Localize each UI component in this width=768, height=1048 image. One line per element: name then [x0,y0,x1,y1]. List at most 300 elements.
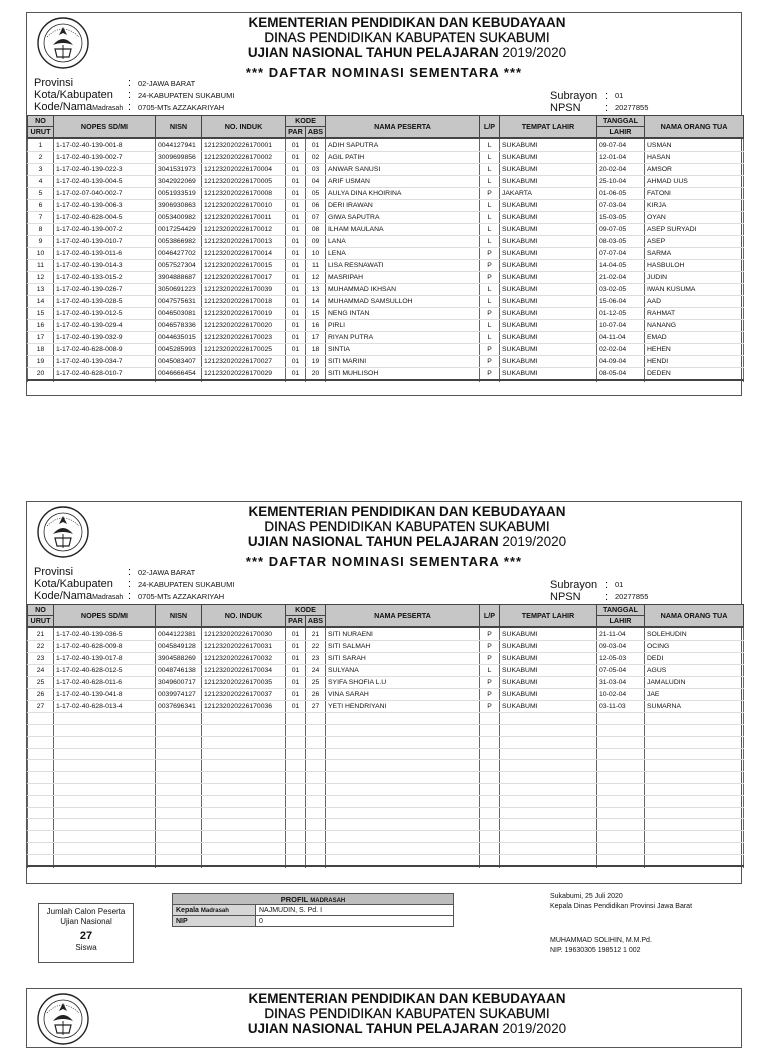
cell-abs: 19 [306,356,326,368]
cell-lp: P [480,677,500,689]
cell-lp: P [480,272,500,284]
cell-nama: MUHAMMAD IKHSAN [326,284,480,296]
exam-title: UJIAN NASIONAL TAHUN PELAJARAN 2019/2020 [247,1021,567,1036]
col-lahir: LAHIR [597,127,645,139]
cell-no: 27 [28,701,54,713]
cell-lp: P [480,641,500,653]
col-nama: NAMA PESERTA [326,116,480,139]
cell-nisn: 0039974127 [156,689,202,701]
cell-tempat: SUKABUMI [500,356,597,368]
cell-nisn [156,772,202,784]
col-tempat: TEMPAT LAHIR [500,116,597,139]
cell-no [28,807,54,819]
participant-count: 27 [79,930,93,942]
col-ortu: NAMA ORANG TUA [645,116,744,139]
cell-abs: 06 [306,200,326,212]
cell-nopes: 1-17-02-40-139-028-5 [54,296,156,308]
cell-par: 01 [286,332,306,344]
cell-ortu [645,819,744,831]
cell-par: 01 [286,641,306,653]
nip-label: NIP [173,916,256,927]
kode-label: Kode/NamaMadrasah [34,101,124,113]
table-row [28,831,744,843]
table-row [28,284,744,296]
cell-nama [326,807,480,819]
cell-ortu [645,713,744,725]
cell-nopes [54,831,156,843]
cell-ortu: OCING [645,641,744,653]
col-lahir: LAHIR [597,616,645,628]
cell-abs: 08 [306,224,326,236]
cell-induk [202,736,286,748]
cell-abs: 05 [306,188,326,200]
cell-nama [326,760,480,772]
cell-lp [480,807,500,819]
cell-ortu: SOLEHUDIN [645,629,744,641]
cell-ortu: IWAN KUSUMA [645,284,744,296]
cell-induk: 121232020226170023 [202,332,286,344]
cell-ortu: SUMARNA [645,701,744,713]
cell-par [286,784,306,796]
cell-abs [306,772,326,784]
cell-ortu: JAE [645,689,744,701]
table-row [28,665,744,677]
cell-ortu: HENDI [645,356,744,368]
cell-par [286,843,306,855]
cell-nama: AULYA DINA KHOIRINA [326,188,480,200]
cell-nisn [156,831,202,843]
participant-table [27,115,744,382]
cell-induk [202,807,286,819]
cell-no: 10 [28,248,54,260]
cell-no [28,831,54,843]
cell-tempat: SUKABUMI [500,308,597,320]
cell-nisn: 0051933519 [156,188,202,200]
cell-lp [480,760,500,772]
cell-tempat: SUKABUMI [500,689,597,701]
cell-nama [326,843,480,855]
col-lp: L/P [480,116,500,139]
cell-tanggal: 14-04-05 [597,260,645,272]
table-row [28,807,744,819]
cell-induk: 121232020226170025 [202,344,286,356]
cell-ortu [645,772,744,784]
cell-lp: L [480,200,500,212]
cell-nisn: 0046666454 [156,368,202,381]
provinsi-label: Provinsi [34,566,74,578]
document-header [27,502,741,554]
cell-nopes: 1-17-02-40-139-041-8 [54,689,156,701]
cell-nopes: 1-17-02-40-133-015-2 [54,272,156,284]
cell-nopes [54,795,156,807]
cell-nisn [156,725,202,737]
cell-par: 01 [286,689,306,701]
cell-induk: 121232020226170019 [202,308,286,320]
cell-induk [202,760,286,772]
cell-nopes: 1-17-02-07-040-002-7 [54,188,156,200]
table-row [28,772,744,784]
cell-tanggal: 07-05-04 [597,665,645,677]
cell-tanggal [597,807,645,819]
cell-par: 01 [286,152,306,164]
cell-nopes [54,736,156,748]
cell-nama: VINA SARAH [326,689,480,701]
cell-tanggal: 07-03-04 [597,200,645,212]
ministry-title: KEMENTERIAN PENDIDIKAN DAN KEBUDAYAAN [248,504,566,519]
subrayon-label: Subrayon [550,579,598,591]
cell-lp [480,784,500,796]
cell-no: 22 [28,641,54,653]
cell-no: 17 [28,332,54,344]
cell-ortu: FATONI [645,188,744,200]
profile-heading: PROFIL MADRASAH [173,894,454,905]
cell-nama: RIYAN PUTRA [326,332,480,344]
cell-tanggal: 20-02-04 [597,164,645,176]
cell-no: 25 [28,677,54,689]
table-row [28,725,744,737]
cell-par [286,725,306,737]
cell-no: 5 [28,188,54,200]
cell-no: 16 [28,320,54,332]
cell-tempat: SUKABUMI [500,332,597,344]
cell-no: 20 [28,368,54,381]
cell-par: 01 [286,260,306,272]
cell-tanggal: 15-03-05 [597,212,645,224]
ministry-title: KEMENTERIAN PENDIDIKAN DAN KEBUDAYAAN [248,991,566,1006]
cell-abs: 03 [306,164,326,176]
cell-abs: 22 [306,641,326,653]
cell-par [286,795,306,807]
cell-nopes: 1-17-02-40-139-029-4 [54,320,156,332]
cell-lp [480,843,500,855]
cell-ortu [645,760,744,772]
cell-ortu [645,725,744,737]
count-label-1: Jumlah Calon Peserta [46,907,126,916]
cell-abs [306,760,326,772]
cell-induk: 121232020226170014 [202,248,286,260]
col-induk: NO. INDUK [202,605,286,628]
cell-nama: DERI IRAWAN [326,200,480,212]
cell-abs: 25 [306,677,326,689]
cell-no [28,713,54,725]
cell-ortu [645,843,744,855]
cell-induk: 121232020226170030 [202,629,286,641]
cell-par: 01 [286,308,306,320]
cell-tempat: SUKABUMI [500,212,597,224]
cell-nopes: 1-17-02-40-139-002-7 [54,152,156,164]
table-row [28,653,744,665]
cell-nisn: 0044635015 [156,332,202,344]
cell-nisn: 3050691223 [156,284,202,296]
table-row [28,784,744,796]
cell-tempat [500,784,597,796]
cell-nopes: 1-17-02-40-139-001-8 [54,140,156,152]
cell-nisn: 0045849128 [156,641,202,653]
cell-induk: 121232020226170035 [202,677,286,689]
cell-lp: L [480,332,500,344]
cell-induk: 121232020226170037 [202,689,286,701]
cell-induk: 121232020226170011 [202,212,286,224]
col-no: NO [28,605,54,616]
cell-induk: 121232020226170005 [202,176,286,188]
cell-lp: P [480,653,500,665]
cell-nama [326,784,480,796]
cell-ortu: AMSOR [645,164,744,176]
cell-nisn: 0048746138 [156,665,202,677]
cell-nama: PIRLI [326,320,480,332]
cell-nisn [156,748,202,760]
table-row [28,736,744,748]
provinsi-value: 02-JAWA BARAT [138,79,196,88]
cell-abs: 20 [306,368,326,381]
cell-nama [326,795,480,807]
subrayon-value: 01 [615,91,624,100]
cell-abs [306,736,326,748]
place-date: Sukabumi, 25 Juli 2020 [550,893,623,900]
cell-tanggal [597,725,645,737]
cell-abs: 12 [306,272,326,284]
cell-par: 01 [286,296,306,308]
cell-nisn: 3904588269 [156,653,202,665]
cell-abs [306,784,326,796]
col-ortu: NAMA ORANG TUA [645,605,744,628]
cell-nopes: 1-17-02-40-139-012-5 [54,308,156,320]
cell-nopes [54,713,156,725]
cell-nopes: 1-17-02-40-139-026-7 [54,284,156,296]
npsn-value: 20277855 [615,103,649,112]
cell-ortu: OYAN [645,212,744,224]
cell-abs: 18 [306,344,326,356]
cell-lp: P [480,368,500,381]
col-nopes: NOPES SD/MI [54,605,156,628]
cell-tanggal: 09-07-05 [597,224,645,236]
cell-par [286,713,306,725]
cell-lp: L [480,284,500,296]
participant-count-box [38,903,134,963]
cell-tempat: SUKABUMI [500,152,597,164]
cell-ortu [645,736,744,748]
cell-tempat: SUKABUMI [500,653,597,665]
cell-lp: P [480,248,500,260]
table-row [28,795,744,807]
cell-tempat: SUKABUMI [500,272,597,284]
cell-ortu: HASBULOH [645,260,744,272]
cell-tanggal: 01-12-05 [597,308,645,320]
table-row [28,212,744,224]
cell-nama: NENG INTAN [326,308,480,320]
cell-nama: SITI MARINI [326,356,480,368]
cell-nisn: 3049600717 [156,677,202,689]
cell-no [28,784,54,796]
cell-tempat: JAKARTA [500,188,597,200]
cell-par: 01 [286,248,306,260]
cell-nopes: 1-17-02-40-139-036-5 [54,629,156,641]
cell-nama: LANA [326,236,480,248]
cell-tempat: SUKABUMI [500,236,597,248]
cell-tanggal [597,795,645,807]
kepala-label: Kepala Madrasah [173,905,256,916]
cell-nama: GIWA SAPUTRA [326,212,480,224]
cell-nopes [54,760,156,772]
cell-no: 3 [28,164,54,176]
table-row [28,641,744,653]
cell-tanggal: 07-07-04 [597,248,645,260]
cell-no: 19 [28,356,54,368]
cell-tempat: SUKABUMI [500,368,597,381]
cell-nopes: 1-17-02-40-628-010-7 [54,368,156,381]
kode-value: 0705-MTs AZZAKARIYAH [138,103,225,112]
provinsi-label: Provinsi [34,77,74,89]
cell-tanggal [597,784,645,796]
cell-ortu [645,831,744,843]
cell-induk: 121232020226170010 [202,200,286,212]
cell-nisn [156,795,202,807]
table-row [28,236,744,248]
cell-nisn: 3009699856 [156,152,202,164]
cell-par [286,854,306,866]
col-nisn: NISN [156,116,202,139]
cell-nopes: 1-17-02-40-139-017-8 [54,653,156,665]
table-row [28,819,744,831]
cell-lp: L [480,140,500,152]
col-kode: KODE [286,605,326,616]
cell-ortu: KIRJA [645,200,744,212]
cell-nisn: 0046503081 [156,308,202,320]
cell-par: 01 [286,176,306,188]
cell-lp [480,772,500,784]
kode-value: 0705-MTs AZZAKARIYAH [138,592,225,601]
cell-abs: 11 [306,260,326,272]
cell-tanggal: 04-11-04 [597,332,645,344]
table-row [28,332,744,344]
cell-induk: 121232020226170004 [202,164,286,176]
cell-par: 01 [286,200,306,212]
official-title: Kepala Dinas Pendidikan Provinsi Jawa Barat [550,903,693,910]
cell-nisn [156,819,202,831]
cell-lp: P [480,308,500,320]
cell-nisn: 0037696341 [156,701,202,713]
col-abs: ABS [306,616,326,628]
cell-lp [480,795,500,807]
cell-tempat [500,725,597,737]
cell-induk: 121232020226170032 [202,653,286,665]
cell-ortu [645,795,744,807]
count-unit: Siswa [75,943,97,952]
cell-tanggal [597,760,645,772]
participant-table [27,604,744,868]
kota-value: 24-KABUPATEN SUKABUMI [138,580,235,589]
cell-nama: LENA [326,248,480,260]
cell-abs [306,854,326,866]
cell-induk: 121232020226170012 [202,224,286,236]
table-row [28,248,744,260]
cell-induk [202,772,286,784]
cell-tanggal: 21-11-04 [597,629,645,641]
npsn-label: NPSN [550,102,581,114]
cell-abs: 23 [306,653,326,665]
cell-nopes: 1-17-02-40-139-004-5 [54,176,156,188]
cell-lp [480,748,500,760]
cell-ortu: AHMAD UUS [645,176,744,188]
cell-tanggal: 10-07-04 [597,320,645,332]
cell-nama [326,748,480,760]
cell-ortu: AGUS [645,665,744,677]
cell-tempat [500,713,597,725]
cell-nopes [54,772,156,784]
document-header [27,13,741,65]
cell-abs: 27 [306,701,326,713]
cell-par: 01 [286,356,306,368]
cell-tanggal: 02-02-04 [597,344,645,356]
cell-tempat [500,831,597,843]
cell-tempat [500,795,597,807]
cell-nama: SITI MUHLISOH [326,368,480,381]
table-row [28,308,744,320]
cell-abs: 09 [306,236,326,248]
cell-nopes: 1-17-02-40-628-009-8 [54,641,156,653]
cell-tempat: SUKABUMI [500,224,597,236]
cell-nopes: 1-17-02-40-628-012-5 [54,665,156,677]
cell-induk: 121232020226170031 [202,641,286,653]
cell-induk: 121232020226170020 [202,320,286,332]
cell-ortu [645,748,744,760]
cell-ortu: USMAN [645,140,744,152]
cell-nama: SITI SALMAH [326,641,480,653]
cell-par [286,807,306,819]
cell-tanggal [597,772,645,784]
kota-value: 24-KABUPATEN SUKABUMI [138,91,235,100]
col-tempat: TEMPAT LAHIR [500,605,597,628]
kota-label: Kota/Kabupaten [34,89,113,101]
cell-nisn: 0046427702 [156,248,202,260]
cell-lp: P [480,701,500,713]
cell-no: 1 [28,140,54,152]
nomination-page-3 [26,988,742,1048]
cell-nisn [156,713,202,725]
cell-tanggal: 08-03-05 [597,236,645,248]
exam-title: UJIAN NASIONAL TAHUN PELAJARAN 2019/2020 [247,534,567,549]
cell-lp: P [480,689,500,701]
col-tanggal: TANGGAL [597,116,645,127]
nip-value: 0 [256,916,454,927]
cell-nama [326,772,480,784]
official-nip: NIP. 19630305 198512 1 002 [550,947,641,954]
cell-nisn: 0047575631 [156,296,202,308]
cell-abs: 17 [306,332,326,344]
cell-nisn: 3041531973 [156,164,202,176]
cell-tanggal [597,854,645,866]
table-row [28,356,744,368]
cell-ortu: ASEP SURYADI [645,224,744,236]
cell-no: 24 [28,665,54,677]
cell-lp [480,819,500,831]
cell-lp: L [480,212,500,224]
cell-nopes [54,854,156,866]
cell-abs: 02 [306,152,326,164]
cell-no: 18 [28,344,54,356]
col-nisn: NISN [156,605,202,628]
col-nopes: NOPES SD/MI [54,116,156,139]
cell-par [286,831,306,843]
cell-nopes [54,784,156,796]
cell-abs: 07 [306,212,326,224]
cell-induk: 121232020226170036 [202,701,286,713]
cell-nama: SYIFA SHOFIA L.U [326,677,480,689]
cell-tanggal: 15-06-04 [597,296,645,308]
cell-abs [306,807,326,819]
cell-ortu: AAD [645,296,744,308]
cell-no [28,819,54,831]
